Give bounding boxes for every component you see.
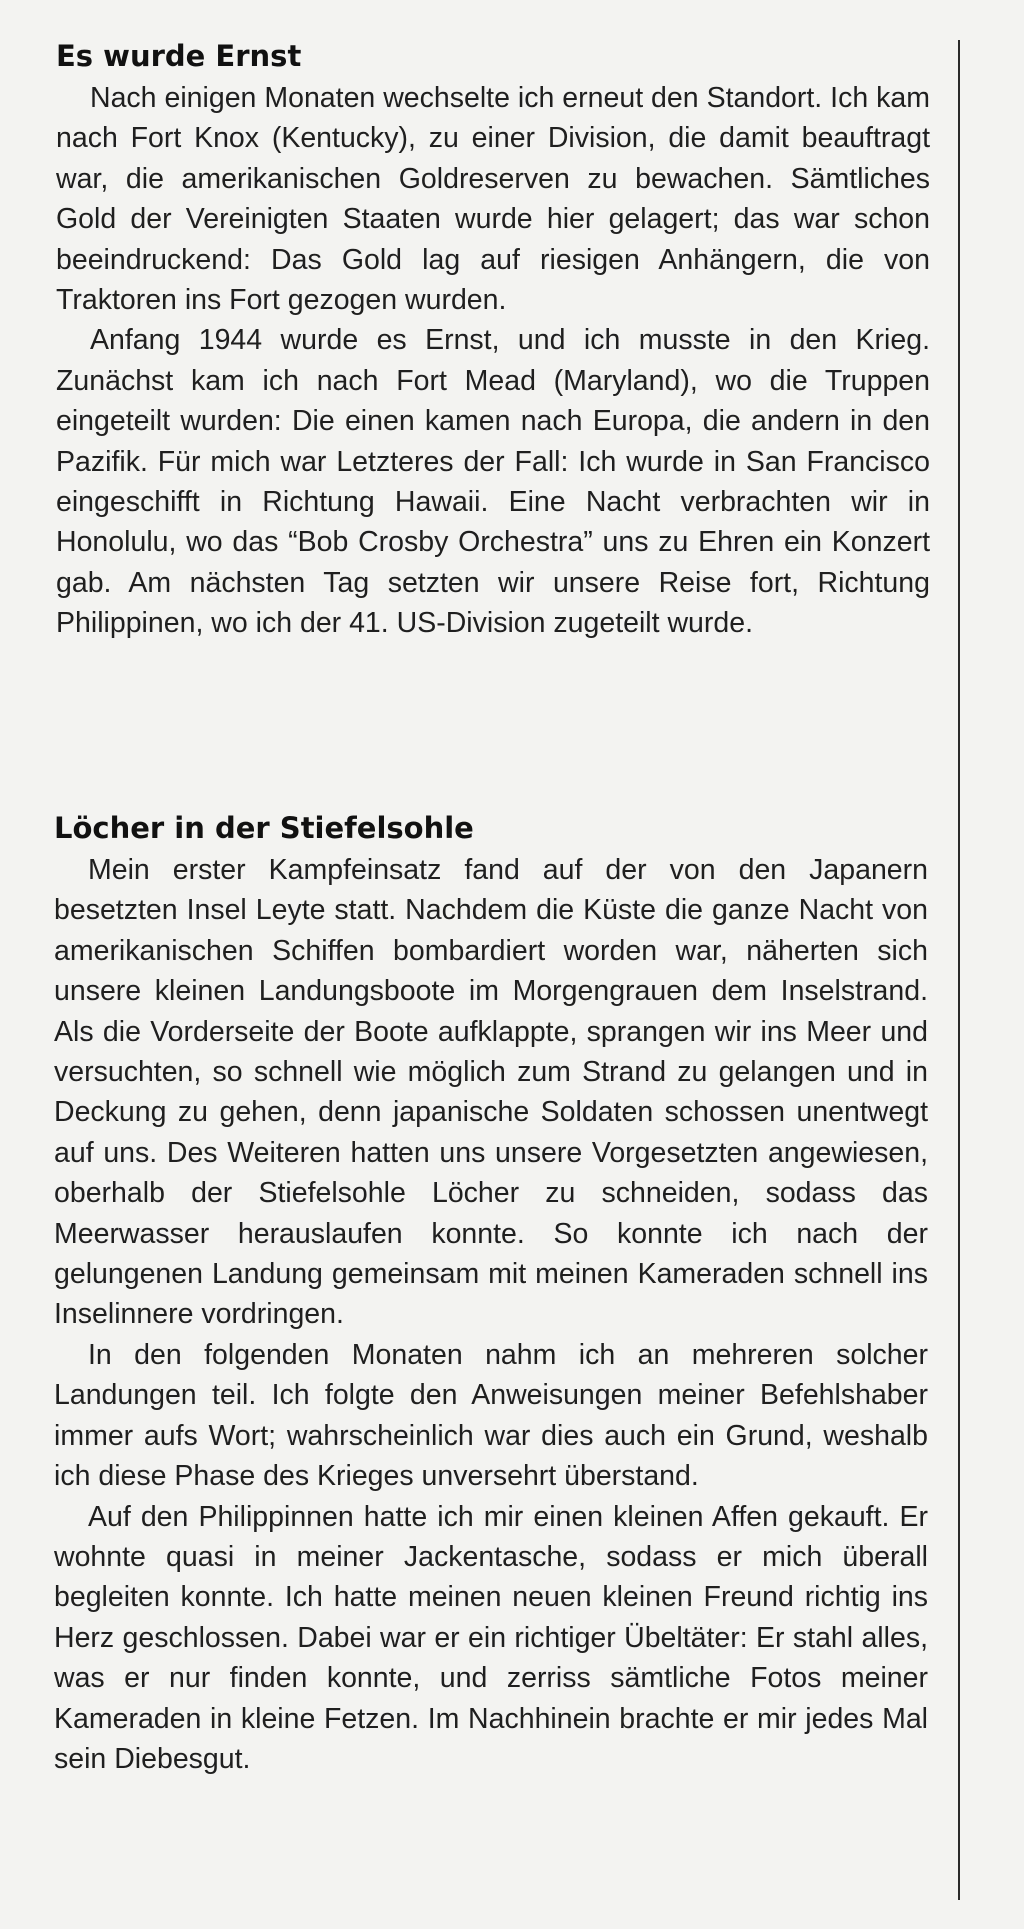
section-heading: Löcher in der Stiefelsohle [54, 811, 474, 845]
section-heading: Es wurde Ernst [56, 39, 302, 73]
section-es-wurde-ernst [56, 36, 930, 644]
paragraph: Anfang 1944 wurde es Ernst, und ich musste in den Krieg. Zunächst kam ich nach Fort Mead (Maryland), wo die Truppen eingeteilt wurden: Die einen kamen nach Europa, die andern in den Pazifik. Für mich war Letzteres der Fall: Ich wurde in San Francisco eingeschifft in Richtung Hawaii. Eine Nacht verbrachten wir in Honolulu, wo das “Bob Crosby Orchestra” uns zu Ehren ein Konzert gab. Am nächsten Tag setzten wir unsere Reise fort, Richtung Philippinen, wo ich der 41. US-Division zugeteilt wurde. [56, 324, 930, 640]
section-loecher-in-der-stiefelsohle [54, 808, 928, 1779]
paragraph: In den folgenden Monaten nahm ich an mehreren solcher Landungen teil. Ich folgte den Anweisungen meiner Befehlshaber immer aufs Wort; wahrscheinlich war dies auch ein Grund, weshalb ich diese Phase des Krieges unversehrt überstand. [54, 1338, 928, 1493]
column-divider-line [958, 40, 960, 1900]
paragraph: Mein erster Kampfeinsatz fand auf der von den Japanern besetzten Insel Leyte statt. Nachdem die Küste die ganze Nacht von amerikanischen Schiffen bombardiert worden war, näherten sich unsere kleinen Landungsboote im Morgengrauen dem Inselstrand. Als die Vorderseite der Boote aufklappte, sprangen wir ins Meer und versuchten, so schnell wie möglich zum Strand zu gelangen und in Deckung zu gehen, denn japanische Soldaten schossen unentwegt auf uns. Des Weiteren hatten uns unsere Vorgesetzten angewiesen, oberhalb der Stiefelsohle Löcher zu schneiden, sodass das Meerwasser herauslaufen konnte. So konnte ich nach der gelungenen Landung gemeinsam mit meinen Kameraden schnell ins Inselinnere vordringen. [54, 854, 928, 1331]
paragraph: Auf den Philippinnen hatte ich mir einen kleinen Affen gekauft. Er wohnte quasi in meiner Jackentasche, sodass er mich überall begleiten konnte. Ich hatte meinen neuen kleinen Freund richtig ins Herz geschlossen. Dabei war er ein richtiger Übeltäter: Er stahl alles, was er nur finden konnte, und zerriss sämtliche Fotos meiner Kameraden in kleine Fetzen. Im Nachhinein brachte er mir jedes Mal sein Diebesgut. [54, 1500, 928, 1775]
paragraph: Nach einigen Monaten wechselte ich erneut den Standort. Ich kam nach Fort Knox (Kentucky), zu einer Division, die damit beauftragt war, die amerikanischen Goldreserven zu bewachen. Sämtliches Gold der Vereinigten Staaten wurde hier gelagert; das war schon beeindruckend: Das Gold lag auf riesigen Anhängern, die von Traktoren ins Fort gezogen wurden. [56, 82, 930, 317]
